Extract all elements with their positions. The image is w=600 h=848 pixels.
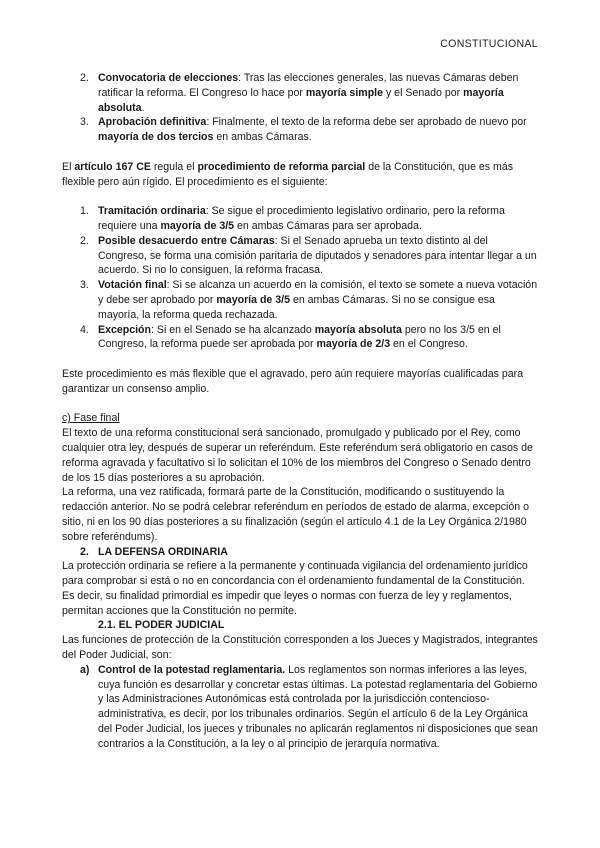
- text-run: en el Congreso.: [390, 338, 468, 351]
- text-run: en ambas Cámaras para ser aprobada.: [234, 219, 422, 232]
- text-run: El: [62, 160, 75, 173]
- text-run: pero no los 3/5 en el Congreso, la reforma puede ser aprobada por: [98, 323, 501, 351]
- bold-text: mayoría de 3/5: [216, 293, 290, 306]
- paragraph-fase-final-2: La reforma, una vez ratificada, formará parte de la Constitución, modificando o sustituyendo la redacción anterior. No se podrá celebrar referéndum en períodos de estado de alarma, excepción o sitio, ni en los 90 días posteriores a su finalización (según el artículo 4.1 de la Ley Orgánica 2/1980 sobre referéndums).: [62, 486, 529, 543]
- bold-text: mayoría de 3/5: [160, 219, 235, 232]
- list-item: [62, 234, 538, 278]
- heading-fase-final: c) Fase final: [62, 412, 120, 425]
- list-item-number: a): [80, 663, 90, 676]
- bold-text: Excepción: [98, 323, 151, 336]
- text-run: : Si el Senado aprueba un texto distinto al del Congreso, se forma una comisión paritaria de diputados y senadores para intentar llegar a un acuerdo. Si no lo consiguen, la reforma fracasa.: [98, 234, 537, 277]
- list-item: [62, 323, 538, 353]
- list-poder-judicial-funciones: [62, 663, 538, 752]
- bold-text: mayoría de dos tercios: [98, 131, 214, 144]
- bold-text: Tramitación ordinaria: [98, 205, 206, 218]
- text-run: en ambas Cámaras. Si no se consigue esa mayoría, la reforma queda rechazada.: [98, 293, 495, 321]
- text-run: : Si en el Senado se ha alcanzado: [151, 323, 315, 336]
- paragraph-articulo-167: [62, 160, 538, 190]
- bold-text: mayoría absoluta: [98, 86, 504, 114]
- paragraph-defensa-ordinaria: La protección ordinaria se refiere a la permanente y continuada vigilancia del ordenamiento jurídico para comprobar si está o no en concordancia con el ordenamiento fundamental de la Constitución. Es decir, su finalidad primordial es impedir que leyes o normas con fuerza de ley y reglamentos, permitan acciones que la Constitución no permite.: [62, 560, 528, 617]
- heading-text: LA DEFENSA ORDINARIA: [98, 545, 228, 558]
- list-item-number: 3.: [80, 116, 89, 129]
- bold-text: Aprobación definitiva: [98, 116, 207, 129]
- bold-text: Posible desacuerdo entre Cámaras: [98, 234, 275, 247]
- text-run: en ambas Cámaras.: [213, 131, 312, 144]
- heading-poder-judicial: 2.1. EL PODER JUDICIAL: [98, 619, 225, 632]
- bold-text: mayoría de 2/3: [316, 338, 391, 351]
- paragraph-procedimiento-flexible: Este procedimiento es más flexible que el agravado, pero aún requiere mayorías cualificadas para garantizar un consenso amplio.: [62, 367, 524, 395]
- bold-text: Votación final: [98, 279, 167, 292]
- bold-text: mayoría simple: [305, 86, 383, 99]
- paragraph-fase-final-1: El texto de una reforma constitucional será sancionado, promulgado y publicado por el Rey, como cualquier otra ley, después de superar un referéndum. Este referéndum será obligatorio en casos de reforma agravada y facultativo si lo solicitan el 10% de los miembros del Congreso o Senado dentro de los 15 días posteriores a su aprobación.: [62, 427, 533, 484]
- text-run: : Tras las elecciones generales, las nuevas Cámaras deben ratificar la reforma. El Congreso lo hace por: [98, 72, 519, 99]
- list-item: [62, 278, 538, 322]
- bold-text: procedimiento de reforma parcial: [197, 160, 366, 173]
- text-run: : Se sigue el procedimiento legislativo ordinario, pero la reforma requiere una: [98, 205, 505, 232]
- list-item: [62, 663, 538, 752]
- list-item: [62, 71, 538, 115]
- text-run: : Finalmente, el texto de la reforma debe ser aprobado de nuevo por: [206, 116, 527, 129]
- heading-number: 2.: [80, 545, 89, 558]
- bold-text: artículo 167 CE: [74, 160, 151, 173]
- bold-text: Convocatoria de elecciones: [98, 72, 239, 84]
- list-item-number: 2.: [80, 72, 89, 84]
- list-reforma-agravada-steps: [62, 71, 538, 145]
- list-item-number: 2.: [80, 234, 89, 247]
- list-reforma-parcial-steps: [62, 204, 538, 352]
- list-item-number: 4.: [80, 323, 89, 336]
- list-item: [62, 204, 538, 234]
- text-run: regula el: [150, 160, 198, 173]
- list-item-number: 3.: [80, 279, 89, 292]
- paragraph-poder-judicial: Las funciones de protección de la Constitución corresponden a los Jueces y Magistrados, integrantes del Poder Judicial, son:: [62, 634, 538, 662]
- text-run: : Si se alcanza un acuerdo en la comisión, el texto se somete a nueva votación y debe ser aprobado por: [98, 279, 538, 306]
- list-item: [62, 115, 538, 145]
- list-item-number: 1.: [80, 205, 89, 218]
- text-run: .: [141, 101, 145, 114]
- text-run: Los reglamentos son normas inferiores a las leyes, cuya función es desarrollar y concretar estas últimas. La potestad reglamentaria del Gobierno y las Administraciones Autonómicas está controlada por la jurisdicción contencioso-administrativa, es decir, por los tribunales ordinarios. Según el artículo 6 de la Ley Orgánica del Poder Judicial, los jueces y tribunales no aplicarán reglamentos ni disposiciones que sean contrarios a la Constitución, a la ley o al principio de jerarquía normativa.: [98, 663, 538, 750]
- heading-defensa-ordinaria: [62, 545, 538, 560]
- bold-text: mayoría absoluta: [314, 323, 402, 336]
- text-run: de la Constitución, que es más flexible pero aún rígido. El procedimiento es el siguiente:: [62, 160, 514, 188]
- bold-text: Control de la potestad reglamentaria.: [98, 663, 286, 676]
- document-header-title: CONSTITUCIONAL: [440, 38, 538, 50]
- document-body: [62, 71, 538, 752]
- text-run: y el Senado por: [383, 86, 464, 99]
